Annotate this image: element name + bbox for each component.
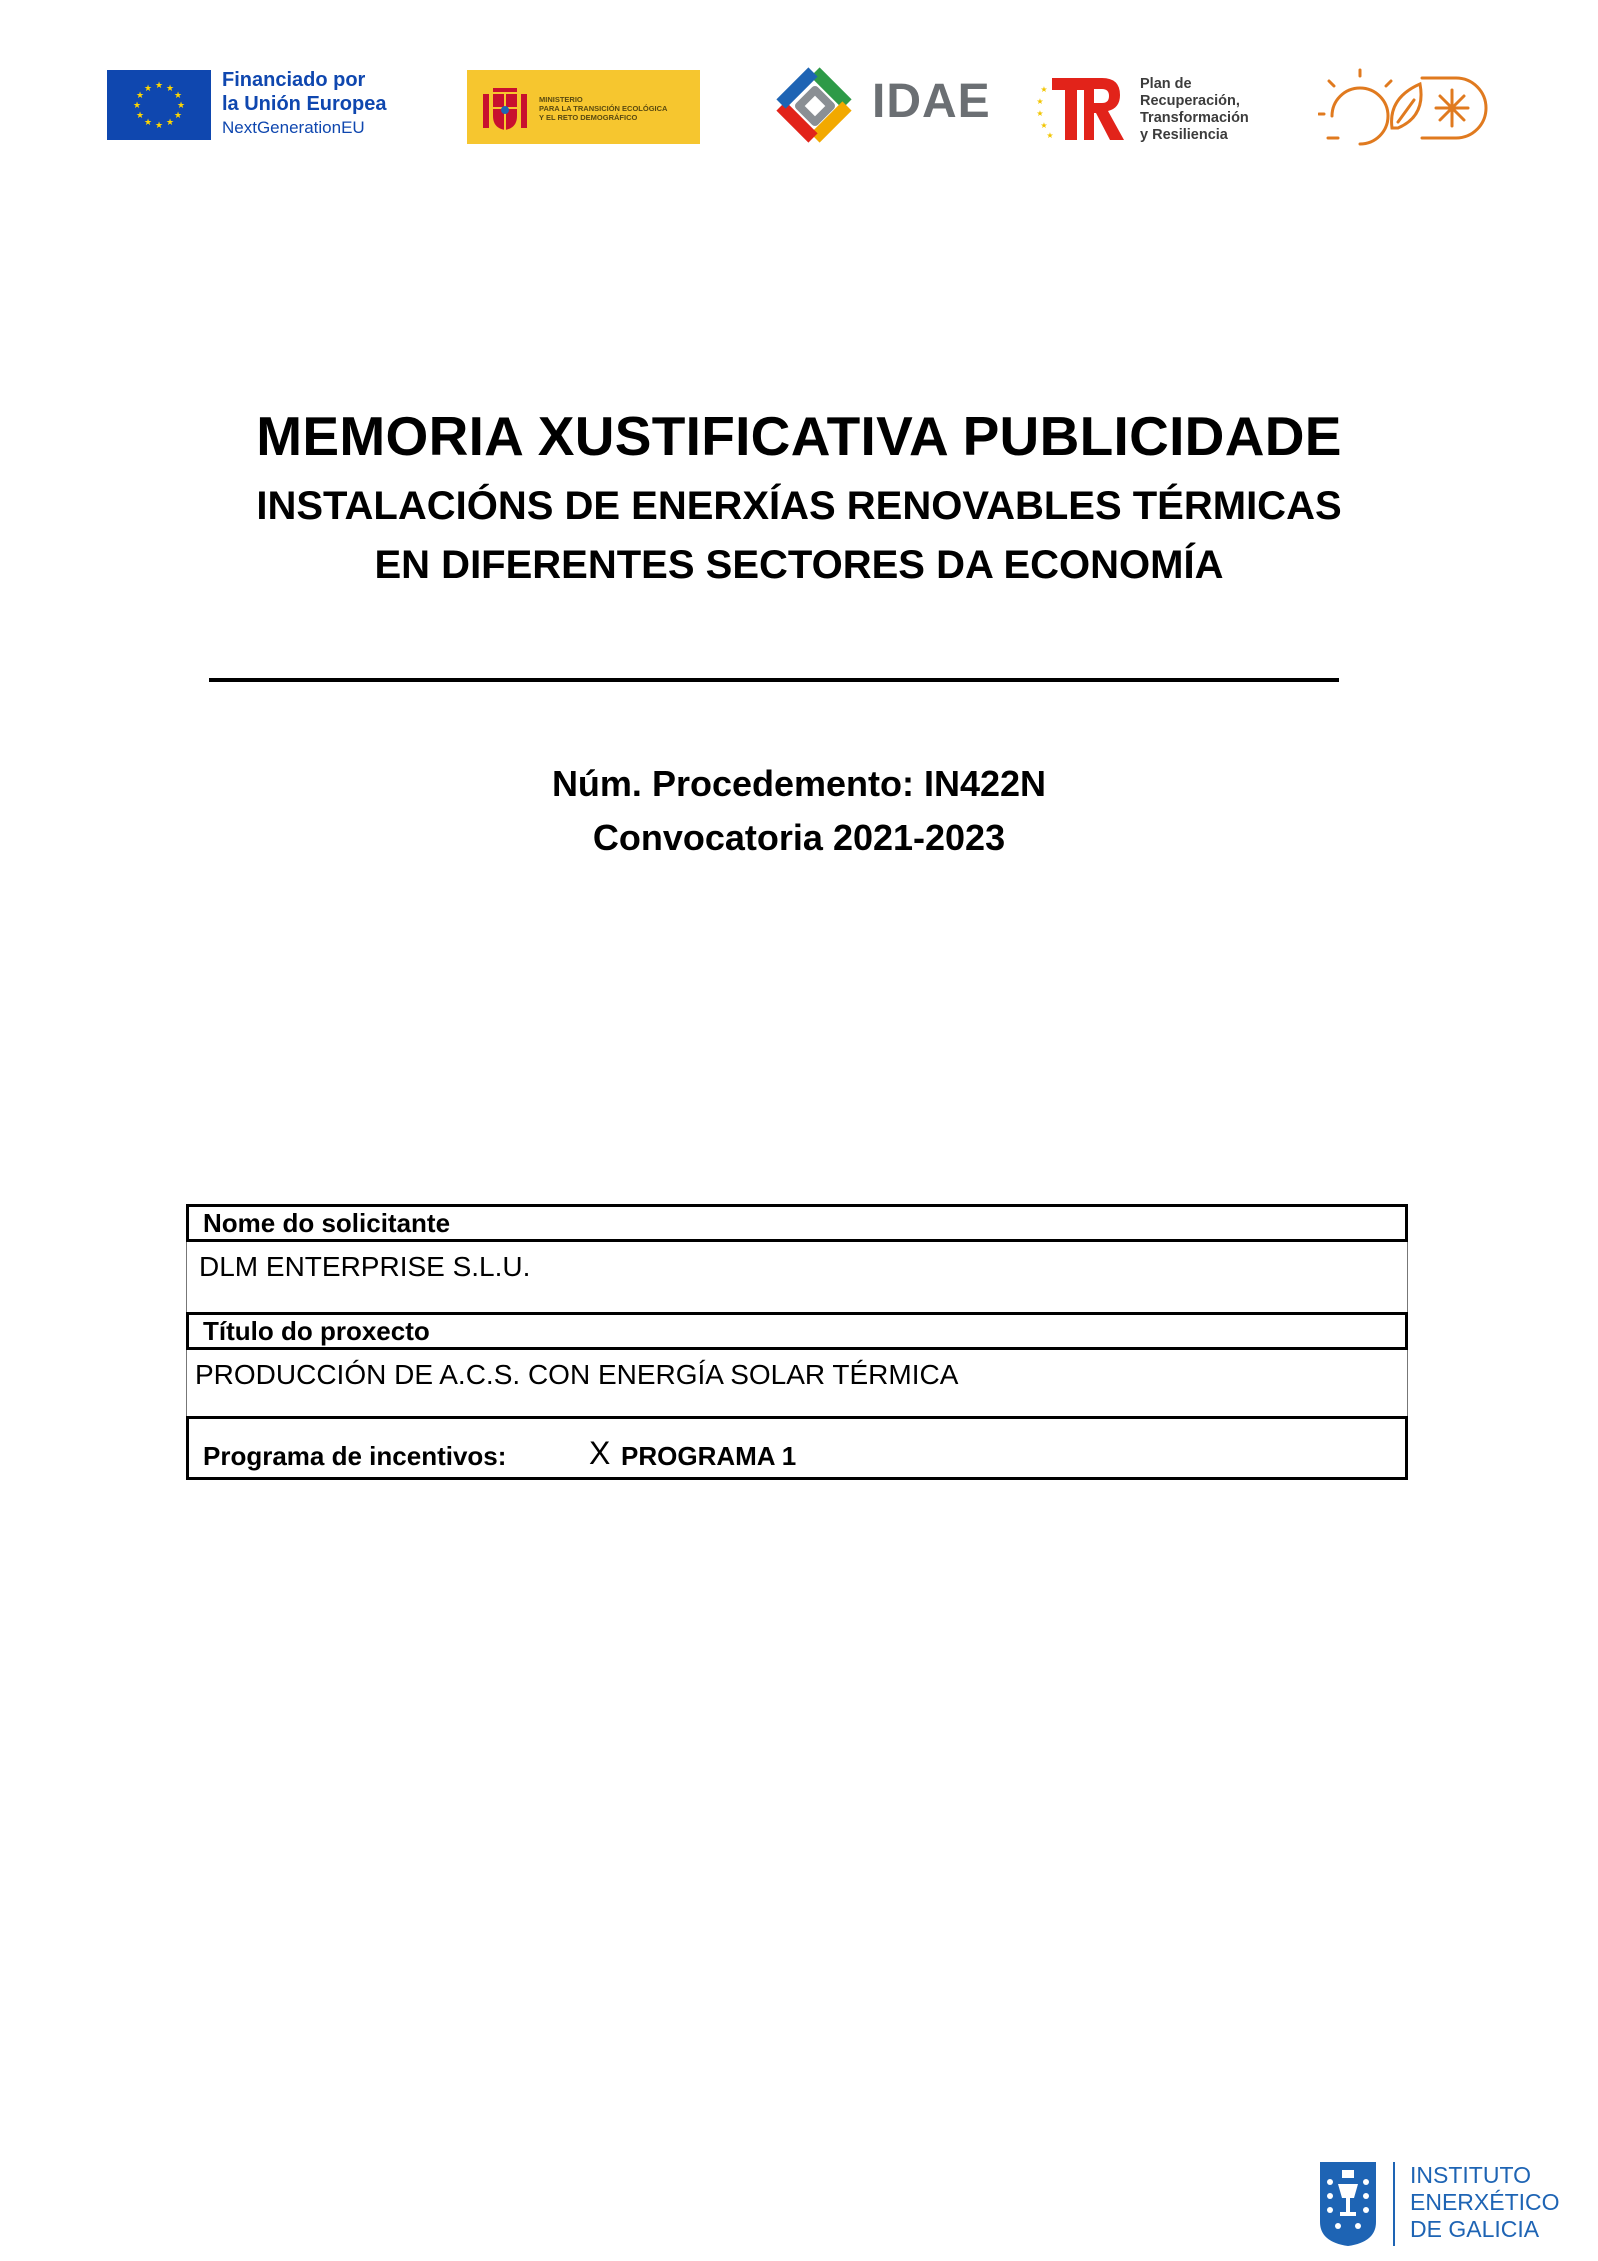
applicant-form-table	[186, 1204, 1408, 1480]
svg-text:★: ★	[165, 118, 175, 128]
ministerio-text: MINISTERIO PARA LA TRANSICIÓN ECOLÓGICA Y EL RETO DEMOGRÁFICO	[539, 95, 668, 122]
procedure-number: Núm. Procedemento: IN422N	[551, 763, 1047, 804]
galicia-shield-icon	[1320, 2162, 1376, 2246]
incentive-program-value: PROGRAMA 1	[621, 1441, 797, 1471]
ministerio-logo	[467, 70, 700, 144]
idae-wordmark: IDAE	[872, 75, 991, 128]
svg-text:★: ★	[173, 91, 183, 101]
applicant-value: DLM ENTERPRISE S.L.U.	[186, 1242, 1408, 1312]
svg-text:★: ★	[1036, 97, 1044, 106]
eu-text-line1: Financiado por	[222, 69, 366, 91]
applicant-label: Nome do solicitante	[186, 1204, 1408, 1242]
svg-text:★: ★	[135, 91, 145, 101]
footer-logo-separator	[1393, 2162, 1395, 2246]
prtr-text	[1140, 76, 1290, 144]
ieg-line3: DE GALICIA	[1410, 2216, 1540, 2242]
svg-text:★: ★	[143, 118, 153, 128]
title-divider	[209, 678, 1339, 682]
svg-text:★: ★	[132, 101, 142, 111]
svg-text:★: ★	[135, 111, 145, 121]
svg-text:★: ★	[143, 84, 153, 94]
svg-text:★: ★	[1036, 109, 1044, 118]
document-subtitle-line2: EN DIFERENTES SECTORES DA ECONOMÍA	[374, 543, 1224, 587]
eu-funding-text	[222, 68, 412, 140]
svg-text:★: ★	[1046, 131, 1054, 140]
svg-text:★: ★	[173, 111, 183, 121]
tr-icon	[1034, 70, 1134, 148]
project-title-label: Título do proxecto	[186, 1312, 1408, 1350]
prtr-line4: y Resiliencia	[1140, 127, 1228, 143]
svg-text:★: ★	[165, 84, 175, 94]
svg-text:★: ★	[1040, 85, 1048, 94]
incentive-program-label: Programa de incentivos:	[203, 1441, 507, 1471]
idae-knot-icon	[765, 66, 865, 146]
ieg-line2: ENERXÉTICO	[1410, 2189, 1560, 2215]
prtr-line2: Recuperación,	[1140, 93, 1240, 109]
svg-text:★: ★	[176, 101, 186, 111]
eu-text-line2: la Unión Europea	[222, 93, 387, 115]
prtr-line3: Transformación	[1140, 110, 1249, 126]
document-title: MEMORIA XUSTIFICATIVA PUBLICIDADE	[256, 405, 1342, 467]
eu-text-line3: NextGenerationEU	[222, 118, 365, 137]
prtr-line1: Plan de	[1140, 76, 1192, 92]
project-title-value: PRODUCCIÓN DE A.C.S. CON ENERGÍA SOLAR TÉRMICA	[186, 1350, 1408, 1418]
incentive-program-row	[186, 1416, 1408, 1480]
convocatoria: Convocatoria 2021-2023	[592, 817, 1006, 858]
ieg-wordmark	[1410, 2162, 1560, 2243]
spain-coat-of-arms-icon	[481, 80, 529, 136]
svg-text:★: ★	[1040, 121, 1048, 130]
eu-flag-icon	[107, 70, 211, 140]
ieg-line1: INSTITUTO	[1410, 2162, 1531, 2188]
document-subtitle-line1: INSTALACIÓNS DE ENERXÍAS RENOVABLES TÉRMICAS	[256, 484, 1342, 528]
svg-text:★: ★	[154, 121, 164, 131]
svg-text:★: ★	[154, 81, 164, 91]
sun-leaf-snowflake-icon	[1318, 68, 1498, 148]
program-check-mark: X	[589, 1435, 611, 1471]
